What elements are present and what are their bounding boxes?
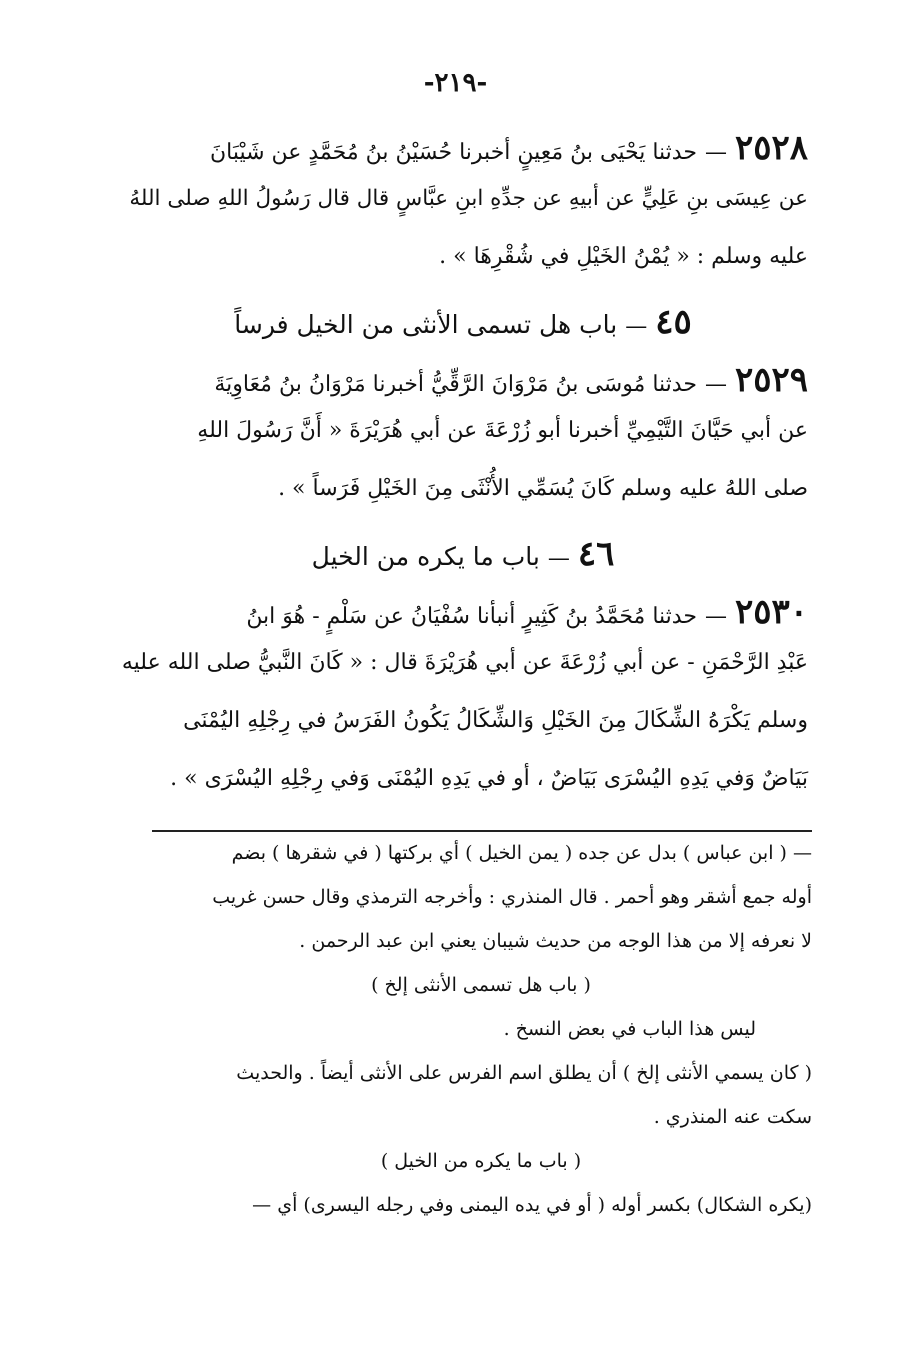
note-heading: ( باب ما يكره من الخيل ): [380, 1150, 582, 1172]
note-line: ( كان يسمي الأنثى إلخ ) أن يطلق اسم الفرس على الأنثى أيضاً . والحديث: [236, 1062, 812, 1084]
dash: —: [704, 140, 727, 165]
page-number: -٢١٩-: [423, 68, 488, 98]
note-line: ليس هذا الباب في بعض النسخ .: [503, 1018, 756, 1040]
hadith-2529-line-1: [118, 360, 808, 418]
hadith-2528-line-2: عن عِيسَى بنِ عَلِيٍّ عن أبيهِ عن جدِّهِ ابنِ عبَّاسٍ قال قال رَسُولُ اللهِ صلى اللهُ: [129, 186, 808, 211]
commentary: [150, 842, 812, 1238]
hadith-2528-lead: [210, 128, 808, 168]
hadith-text: حدثنا مُحَمَّدُ بنُ كَثِيرٍ أنبأنا سُفْيَانُ عن سَلْمٍ - هُوَ ابنُ: [246, 604, 697, 629]
note-line: لا نعرفه إلا من هذا الوجه من حديث شيبان يعني ابن عبد الرحمن .: [299, 930, 812, 952]
hadith-2529-line-2: عن أبي حَيَّانَ التَّيْمِيِّ أخبرنا أبو زُرْعَةَ عن أبي هُرَيْرَةَ « أَنَّ رَسُولَ اللهِ: [197, 418, 808, 443]
dash: —: [704, 372, 727, 397]
note-line: (يكره الشكال) بكسر أوله ( أو في يده اليمنى وفي رجله اليسرى) أي —: [252, 1194, 812, 1216]
dash: —: [625, 314, 648, 339]
bab-46-heading: [118, 534, 808, 592]
note-heading: ( باب هل تسمى الأنثى إلخ ): [371, 974, 591, 996]
hadith-2530-line-3: وسلم يَكْرَهُ الشِّكَالَ مِنَ الخَيْلِ وَالشِّكَالُ يَكُونُ الفَرَسُ في رِجْلِهِ اليُمْنَى: [183, 708, 808, 733]
footnote-divider: [152, 830, 812, 832]
bab-number: ٤٥: [655, 302, 692, 342]
main-text: [118, 128, 808, 824]
hadith-number: ٢٥٢٩: [734, 360, 808, 400]
dash: —: [547, 546, 570, 571]
hadith-2528-line-3: عليه وسلم : « يُمْنُ الخَيْلِ في شُقْرِهَا » .: [439, 244, 808, 269]
dash: —: [704, 604, 727, 629]
hadith-2530-line-4: بَيَاضٌ وَفي يَدِهِ اليُسْرَى بَيَاضٌ ، أو في يَدِهِ اليُمْنَى وَفي رِجْلِهِ اليُسْرَى » .: [170, 766, 808, 791]
hadith-text: حدثنا يَحْيَى بنُ مَعِينٍ أخبرنا حُسَيْنُ بنُ مُحَمَّدٍ عن شَيْبَانَ: [209, 140, 697, 165]
hadith-2530-line-2: عَبْدِ الرَّحْمَنِ - عن أبي زُرْعَةَ عن أبي هُرَيْرَةَ قال : « كَانَ النَّبيُّ صلى الله عليه: [121, 650, 808, 675]
note-line: — ( ابن عباس ) بدل عن جده ( يمن الخيل ) أي بركتها ( في شقرها ) بضم: [231, 842, 812, 864]
note-line: سكت عنه المنذري .: [653, 1106, 812, 1128]
bab-number: ٤٦: [577, 534, 615, 574]
hadith-number: ٢٥٣٠: [734, 592, 808, 632]
hadith-2530-line-1: [118, 592, 808, 650]
bab-title: باب ما يكره من الخيل: [311, 542, 540, 571]
bab-45-heading: [118, 302, 808, 360]
hadith-2529-line-3: صلى اللهُ عليه وسلم كَانَ يُسَمِّي الأُنْثَى مِنَ الخَيْلِ فَرَساً » .: [278, 476, 808, 501]
hadith-number: ٢٥٢٨: [734, 128, 808, 168]
hadith-2528-line-1: [118, 128, 808, 186]
bab-title: باب هل تسمى الأنثى من الخيل فرساً: [234, 310, 618, 339]
note-line: أوله جمع أشقر وهو أحمر . قال المنذري : وأخرجه الترمذي وقال حسن غريب: [212, 886, 812, 908]
hadith-text: حدثنا مُوسَى بنُ مَرْوَانَ الرَّقِّيُّ أخبرنا مَرْوَانُ بنُ مُعَاوِيَةَ: [214, 372, 697, 397]
